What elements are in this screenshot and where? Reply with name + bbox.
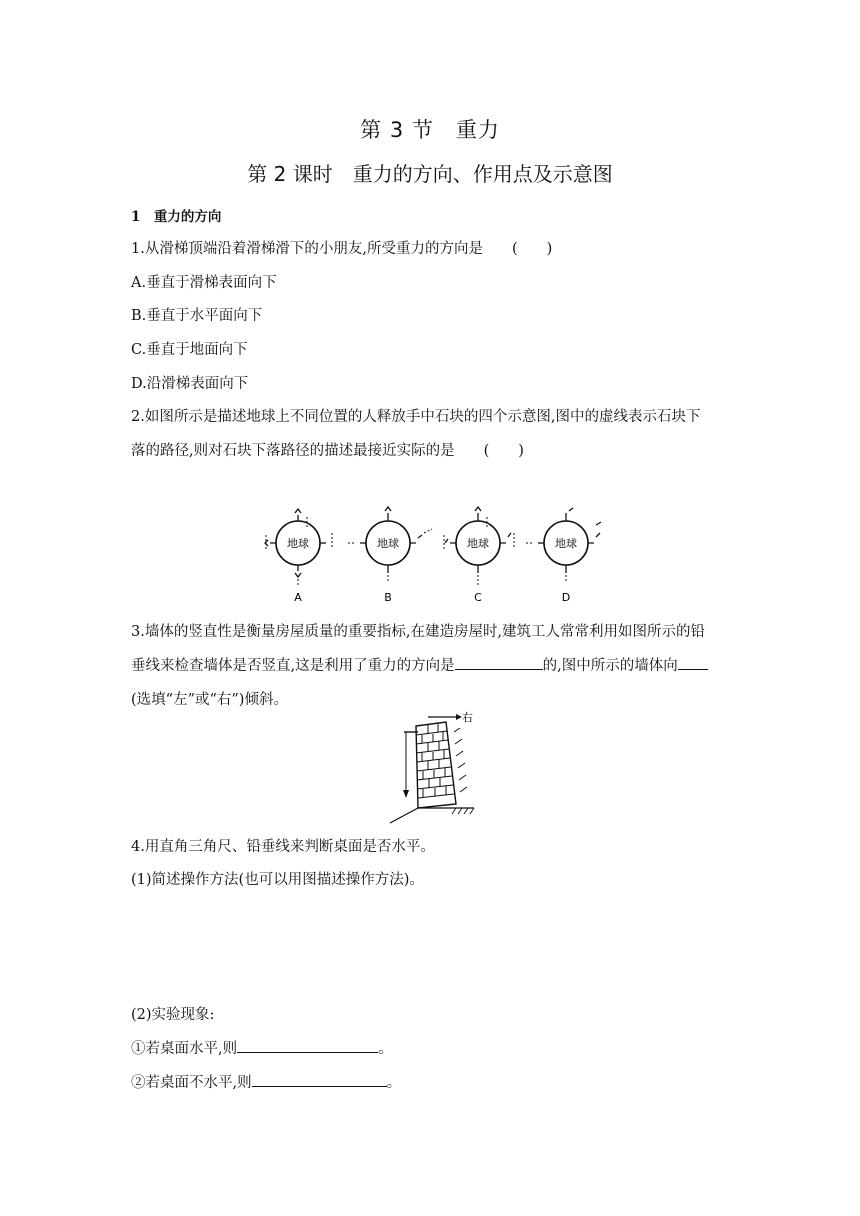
q1-option-a: A.垂直于滑梯表面向下 <box>131 275 277 291</box>
label-a: A <box>294 591 302 604</box>
q3-line2-a: 垂线来检查墙体是否竖直,这是利用了重力的方向是 <box>131 658 455 674</box>
q4-item2-b: 。 <box>386 1075 402 1091</box>
q3-line1: 3.墙体的竖直性是衡量房屋质量的重要指标,在建造房屋时,建筑工人常常利用如图所示的铅 <box>131 624 706 640</box>
q4-item2-a: ②若桌面不水平,则 <box>131 1075 252 1091</box>
q1-option-d: D.沿滑梯表面向下 <box>131 376 249 392</box>
q4-blank-2[interactable] <box>252 1072 387 1087</box>
q4-item2 <box>131 1071 401 1092</box>
earth-diagram-b <box>346 507 432 604</box>
q2-stem-line1: 2.如图所示是描述地球上不同位置的人释放手中石块的四个示意图,图中的虚线表示石块下 <box>131 409 701 425</box>
earth-label-a: 地球 <box>287 537 309 550</box>
label-b: B <box>384 591 392 604</box>
q4-stem: 4.用直角三角尺、铅垂线来判断桌面是否水平。 <box>131 839 435 855</box>
section-title: 第 3 节 重力 <box>360 118 500 142</box>
lesson-title: 第 2 课时 重力的方向、作用点及示意图 <box>247 162 613 186</box>
q2-stem-line2: 落的路径,则对石块下落路径的描述最接近实际的是 ( ) <box>131 443 524 459</box>
earth-diagram-d <box>524 508 601 604</box>
earth-label-c: 地球 <box>467 537 489 550</box>
q3-line2 <box>131 654 708 675</box>
q3-line3: (选填“左”或“右”)倾斜。 <box>131 692 288 708</box>
q4-item1-a: ①若桌面水平,则 <box>131 1041 238 1057</box>
q4-item1 <box>131 1037 393 1058</box>
q4-blank-1[interactable] <box>237 1038 378 1053</box>
label-d: D <box>561 591 571 604</box>
q1-option-c: C.垂直于地面向下 <box>131 342 248 358</box>
earth-label-b: 地球 <box>377 537 399 550</box>
q4-part2: (2)实验现象: <box>131 1007 215 1023</box>
wall-figure <box>388 708 484 828</box>
q1-stem: 1.从滑梯顶端沿着滑梯滑下的小朋友,所受重力的方向是 ( ) <box>131 241 553 257</box>
arrow-label: 右 <box>462 711 473 724</box>
earth-figure <box>250 505 620 607</box>
q3-line2-b: 的,图中所示的墙体向 <box>542 658 678 674</box>
q1-option-b: B.垂直于水平面向下 <box>131 308 263 324</box>
q3-blank-2[interactable] <box>678 655 708 670</box>
q4-part1: (1)简述操作方法(也可以用图描述操作方法)。 <box>131 872 424 888</box>
earth-label-d: 地球 <box>555 537 577 550</box>
label-c: C <box>474 591 482 604</box>
q4-item1-b: 。 <box>378 1041 393 1057</box>
q3-blank-1[interactable] <box>455 655 543 670</box>
earth-diagram-a <box>265 509 332 604</box>
section-heading: 1 重力的方向 <box>131 209 222 225</box>
earth-diagram-c <box>444 507 514 604</box>
